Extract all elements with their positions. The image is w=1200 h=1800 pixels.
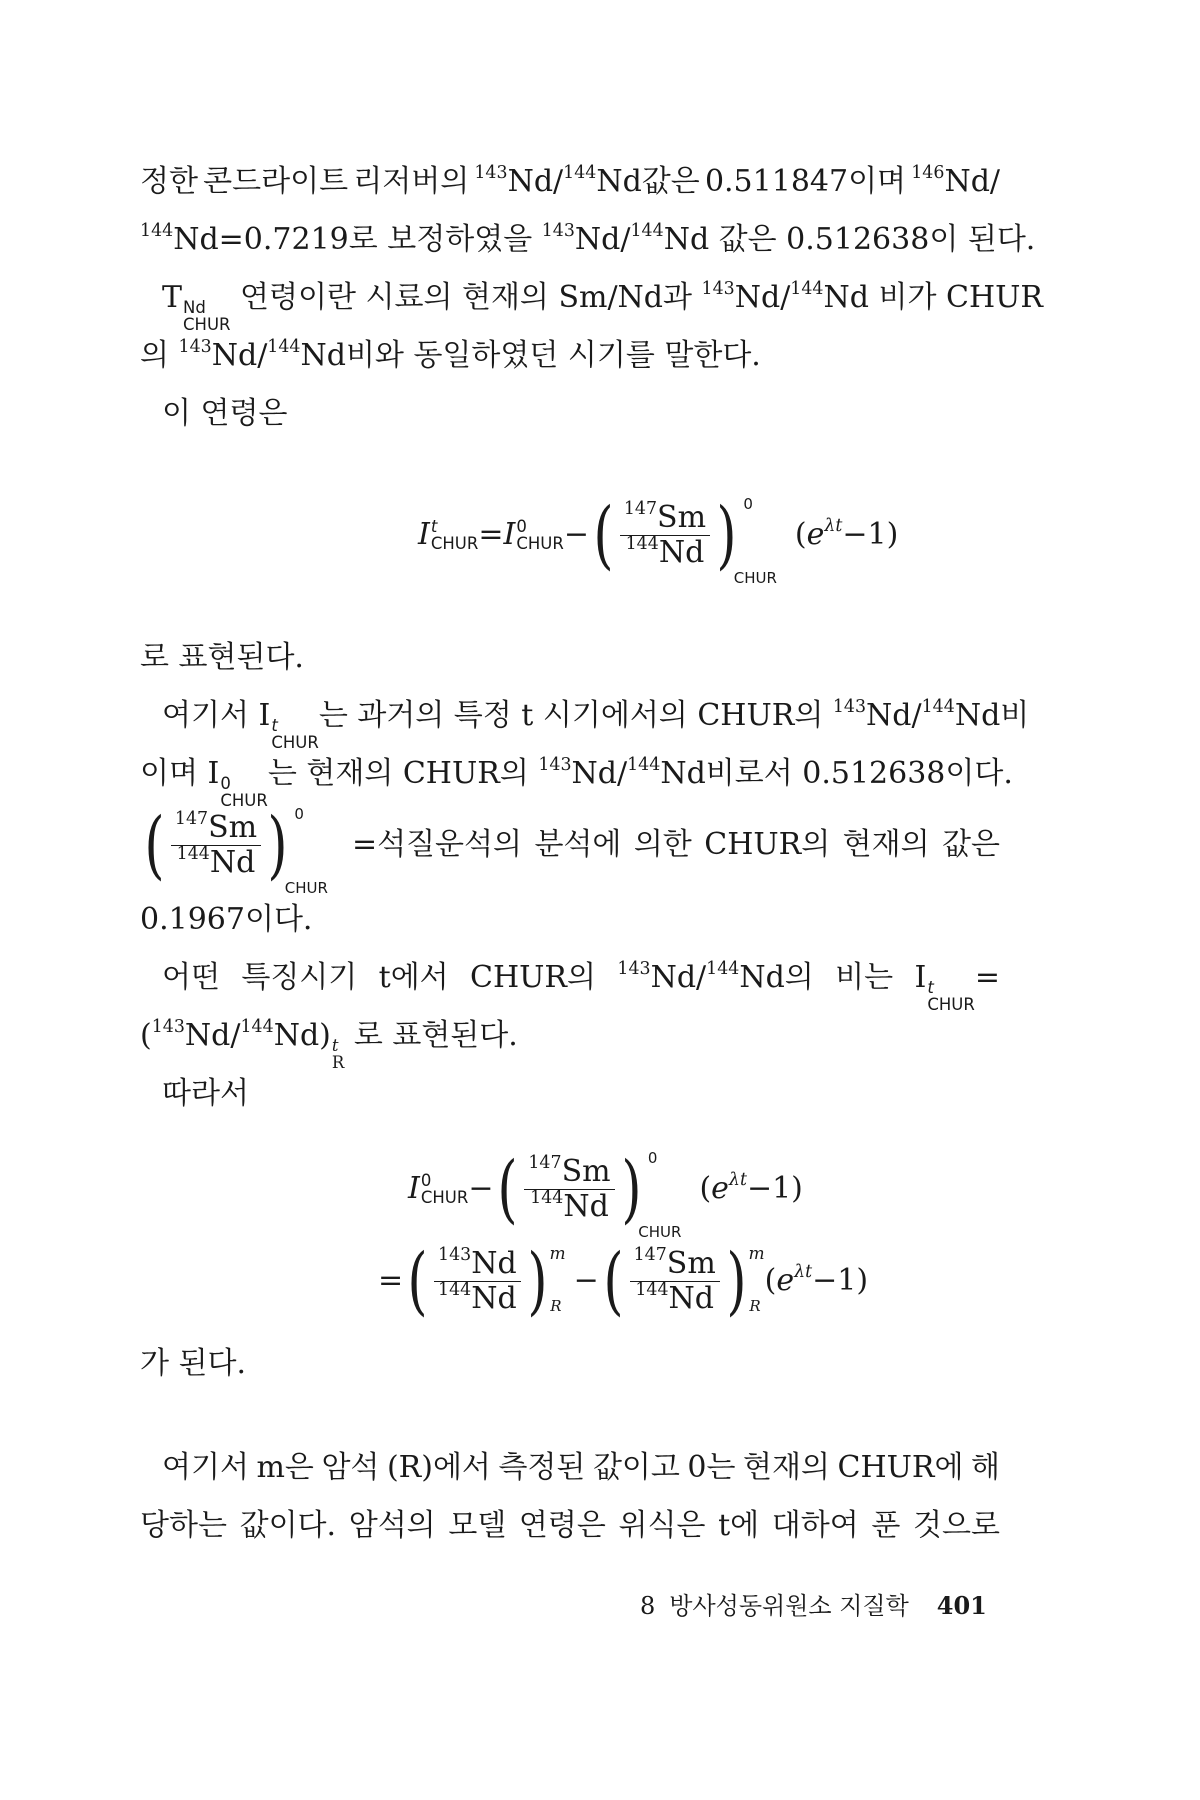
text-line-3: T Nd CHUR 연령이란 시료의 현재의 Sm/Nd과 $^{143}$Nd/$^{144}$Nd 비가 CHUR (162, 278, 1043, 335)
text-segment: 콘드라이트 (203, 164, 349, 199)
equation-row-2: = ( $\frac{^{143}Nd}{^{144}Nd}$ ) m R − ( $\frac{^{147}Sm}{^{144}Nd}$ ) m R $(e^{\lambda t}-1)$ (378, 1238, 869, 1324)
equation-chur-t: I t CHUR = I 0 CHUR − ( $\frac{^{147}Sm}{^{144}Nd}$ ) 0 CHUR $(e^{\lambda t}-1)$ (418, 492, 899, 587)
text-line-2: $^{144}$Nd=0.7219로 보정하였을 $^{143}$Nd/$^{144}$Nd 값은 0.512638이 된다. (140, 220, 1036, 257)
text-line-16: 당하는 값이다. 암석의 모델 연령은 위식은 t에 대하여 푼 것으로 (140, 1508, 1000, 1543)
text-line-10: 0.1967이다. (140, 902, 313, 937)
ratio-sm-nd-chur-2: ( $\frac{^{147}Sm}{^{144}Nd}$ ) 0 CHUR (497, 1146, 682, 1241)
chapter-number: 8 (640, 1592, 656, 1620)
text-line-8: 이며 I 0 CHUR 는 현재의 CHUR의 $^{143}$Nd/$^{144}$Nd비로서 0.512638이다. (140, 754, 1013, 811)
page-number: 401 (936, 1591, 987, 1620)
ratio-sm-nd-chur-inline: ( $\frac{^{147}Sm}{^{144}Nd}$ ) 0 CHUR (144, 802, 328, 897)
text-segment: 0.511847이며 (704, 164, 907, 199)
text-line-1 (140, 162, 1000, 202)
text-line-14: 가 된다. (140, 1346, 247, 1381)
text-line-11: 어떤 특징시기 t에서 CHUR의 $^{143}$Nd/$^{144}$Nd의 비는 I t CHUR = (162, 958, 1000, 1015)
text-line-5: 이 연령은 (162, 396, 288, 431)
equation-row-1: I 0 CHUR − ( $\frac{^{147}Sm}{^{144}Nd}$ ) 0 CHUR $(e^{\lambda t}-1)$ (408, 1146, 803, 1241)
text-segment: 정한 (140, 164, 198, 199)
text-line-6: 로 표현된다. (140, 640, 304, 675)
text-line-15: 여기서 m은 암석 (R)에서 측정된 값이고 0는 현재의 CHUR에 해 (162, 1450, 1000, 1485)
ratio-sm-nd-chur: ( $\frac{^{147}Sm}{^{144}Nd}$ ) 0 CHUR (593, 492, 777, 587)
chapter-title: 방사성동위원소 지질학 (669, 1592, 909, 1620)
ratio-sm-nd-rock: ( $\frac{^{147}Sm}{^{144}Nd}$ ) m R (603, 1238, 765, 1324)
text-line-12: ($^{143}$Nd/$^{144}$Nd) t R 로 표현된다. (140, 1016, 518, 1073)
text-line-4: 의 $^{143}$Nd/$^{144}$Nd비와 동일하였던 시기를 말한다. (140, 336, 761, 373)
t-chur-symbol: T Nd CHUR (162, 280, 231, 335)
text-segment: $^{146}$Nd/ (911, 162, 1000, 199)
text-line-7: 여기서 I t CHUR 는 과거의 특정 t 시기에서의 CHUR의 $^{143}$Nd/$^{144}$Nd비 (162, 696, 1030, 753)
text-segment: $^{143}$Nd/$^{144}$Nd값은 (474, 162, 700, 199)
page-footer (640, 1590, 987, 1622)
text-line-13: 따라서 (162, 1076, 249, 1111)
text-segment: 리저버의 (353, 164, 470, 199)
text-line-9: ( $\frac{^{147}Sm}{^{144}Nd}$ ) 0 CHUR =석질운석의 분석에 의한 CHUR의 현재의 값은 (140, 808, 1000, 882)
ratio-nd-nd-rock: ( $\frac{^{143}Nd}{^{144}Nd}$ ) m R (407, 1238, 566, 1324)
